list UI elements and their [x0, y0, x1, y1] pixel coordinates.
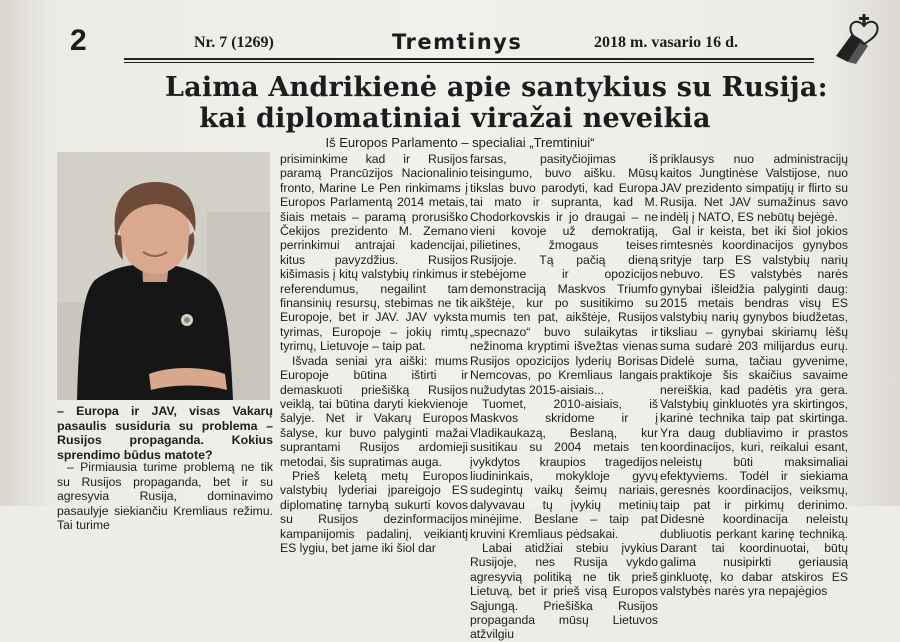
article-column-1: – Pirmiausia turime problemą ne tik su Rusijos propaganda, bet ir su agresyvia Rusija, dominavimo pasaulyje siekiančiu Kremliaus režimu. Tai turime [57, 460, 273, 532]
newspaper-title: Tremtinys [392, 30, 523, 54]
article-subhead: Iš Europos Parlamento – specialiai „Tremtiniui“ [325, 135, 595, 150]
paragraph: Išvada seniai yra aiški: mums Europoje būtina ištirti ir demaskuoti priešišką Rusijos veiklą, tai būtina daryti kiekvienoje šalyje. Net ir Vakarų Europos šalyse, kur buvo palyginti mažai suprantami Rusijos ardomieji metodai, šis supratimas auga. [280, 353, 468, 469]
paragraph: Labai atidžiai stebiu įvykius Rusijoje, nes Rusija vykdo agresyvią politiką ne tik prieš Lietuvą, bet ir prieš visą Europos Sąjungą. Priešiška Rusijos propaganda mūsų Lietuvos atžvilgiu [470, 540, 658, 642]
masthead [0, 0, 900, 64]
article-column-4 [660, 152, 848, 599]
paragraph: priklausys nuo administracijų kaitos Jungtinėse Valstijose, nuo JAV prezidento simpatijų ir flirto su Rusija. Net JAV sumažinus savo indėlį į NATO, ES nebūtų bejėgė. [660, 152, 848, 224]
issue-date: 2018 m. vasario 16 d. [594, 34, 738, 51]
issue-number: Nr. 7 (1269) [194, 34, 274, 51]
masthead-rule-thin [124, 62, 814, 63]
headline-line-1: Laima Andrikienė apie santykius su Rusija: [165, 72, 828, 103]
masthead-rule [124, 58, 814, 60]
page-number: 2 [70, 24, 87, 57]
cross-heart-emblem-icon [818, 8, 884, 66]
photo-caption-question: – Europa ir JAV, visas Vakarų pasaulis susiduria su problema – Rusijos propaganda. Kokius sprendimo būdus matote? [57, 404, 273, 462]
portrait-photo-icon [57, 152, 270, 400]
article-column-2 [280, 152, 468, 555]
headline-line-2: kai diplomatiniai viražai neveikia [199, 103, 711, 134]
paragraph: Prieš keletą metų Europos valstybių lyderiai įpareigojo ES diplomatinę tarnybą sukurti kovos su Rusijos dezinformacijos kampanijomis padalinį, veikiantį ES lygiu, bet jame iki šiol dar [280, 468, 468, 555]
paragraph: farsas, pasityčiojimas iš teisingumo, buvo aišku. Mūsų tikslas buvo parodyti, kad Europa tai mato ir supranta, kad M. Chodorkovskis ir jo draugai – ne vieni kovoje už demokratiją, pilietines, žmogaus teises Rusijoje. Tą pačią dieną stebėjome ir opozicijos demonstraciją Maskvos Triumfo aikštėje, kur po susitikimo su mumis ten pat, aikštėje, Rusijos „specnazo“ buvo sulaikytas ir nežinoma kryptimi išvežtas vienas Rusijos opozicijos lyderių Borisas Nemcovas, po Kremliaus langais nužudytas 2015-aisiais... [470, 152, 658, 397]
article-headline [165, 72, 828, 134]
paragraph: Gal ir keista, bet iki šiol jokios rimtesnės koordinacijos gynybos srityje tarp ES valstybių narių nebuvo. ES valstybės narės gynybai išleidžia palyginti daug: 2015 metais bendras visų ES valstybių narių gynybos biudžetas, tiksliau – gynybai skiriamų lėšų suma sudarė 203 milijardus eurų. Didelė suma, tačiau gyvenime, praktikoje šis skaičius savaime nereiškia, kad padėtis yra gera. Valstybių ginkluotės yra skirtingos, karinė technika taip pat skirtinga. Yra daug dubliavimo ir prastos koordinacijos, kuri, reikalui esant, neleistų būti maksimaliai efektyviems. Todėl ir siekiama geresnės koordinacijos, veiksmų, taip pat ir pirkimų derinimo. Didesnė koordinacija neleistų dubliuotis perkant karinę techniką. Darant tai koordinuotai, būtų galima nusipirkti geriausią ginkluotę, ko dabar atskiros ES valstybės narės yra nepajėgios [660, 224, 848, 599]
article-column-3 [470, 152, 658, 642]
paragraph: Tuomet, 2010-aisiais, iš Maskvos skridome ir į Vladikaukazą, Beslaną, kur susitikau su 2004 metais ten įvykdytos kraupios tragedijos liudininkais, mokykloje gyvų sudegintų vaikų šeimų nariais, dalyvavau tų įvykių metinių minėjime. Beslane – taip pat kruvini Kremliaus pėdsakai. [470, 396, 658, 541]
paragraph: prisiminkime kad ir Rusijos paramą Prancūzijos Nacionalinio fronto, Marine Le Pen rinkimams į Europos Parlamentą 2014 metais, šiais metais – paramą prorusiško Čekijos prezidento M. Zemano perrinkimui antrajai kadencijai, kitus pavyzdžius. Rusijos kišimasis į kitų valstybių rinkimus ir referendumus, negailint tam finansinių resursų, stebimas ne tik Europoje, bet ir JAV. JAV vyksta tyrimas, Europoje – jokių rimtų tyrimų, Lietuvoje – taip pat. [280, 152, 468, 354]
